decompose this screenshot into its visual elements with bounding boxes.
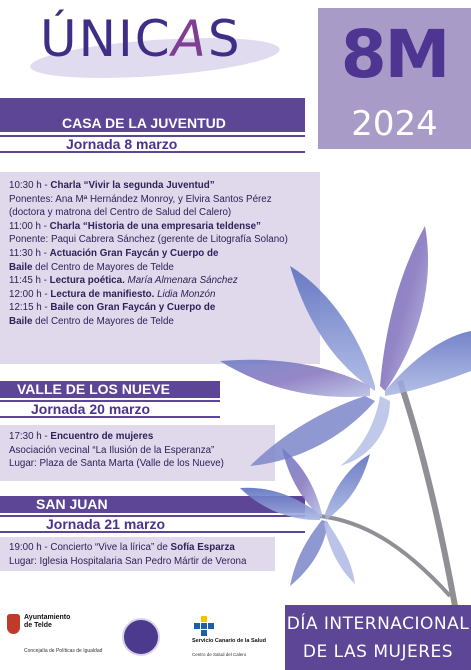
telde-council-logo	[4, 610, 116, 666]
date-badge	[318, 8, 471, 149]
program-text: Actuación Gran Faycán y Cuerpo de	[49, 247, 219, 259]
program-text: del Centro de Mayores de Telde	[32, 261, 174, 273]
section-divider	[0, 98, 305, 115]
flower-petal	[324, 520, 355, 584]
program-text: Asociación vecinal “La Ilusión de la Esperanza”	[9, 444, 215, 456]
program-text: Baile	[9, 261, 33, 273]
international-day-banner	[285, 605, 471, 670]
event-logo	[0, 0, 320, 90]
flower-illustration	[210, 196, 471, 606]
logo-text-main: ÚNIC	[40, 10, 172, 68]
council-department: Concejalía de Políticas de Igualdad	[24, 648, 103, 654]
program-text: 11:45 h -	[9, 275, 50, 287]
council-name: Ayuntamiento de Telde	[24, 614, 71, 629]
program-text: 19:00 h - Concierto “Vive la lírica” de	[9, 542, 171, 553]
date-heading: Jornada 20 marzo	[0, 400, 220, 418]
program-line	[9, 179, 320, 193]
program-text: Baile	[9, 315, 33, 327]
program-text: Lectura poética.	[49, 275, 125, 287]
program-text: Charla “Historia de una empresaria teldense”	[49, 220, 261, 232]
program-text: 11:00 h -	[9, 220, 50, 232]
badge-year-text: 2024	[351, 104, 438, 144]
health-cross-icon	[194, 616, 214, 636]
program-text: Charla “Vivir la segunda Juventud”	[50, 180, 215, 191]
coat-of-arms-icon	[7, 614, 20, 634]
program-text: Sofía Esparza	[170, 542, 235, 553]
badge-8m-text: 8M	[340, 16, 449, 93]
logo-title	[40, 10, 242, 68]
health-service-name: Servicio Canario de la Salud	[192, 638, 266, 644]
venue-heading: VALLE DE LOS NUEVE	[0, 381, 220, 398]
date-heading: Jornada 8 marzo	[0, 135, 305, 153]
program-text: Ponentes: Ana Mª Hernández Monroy, y Elvira Santos Pérez	[9, 193, 272, 205]
program-text: Encuentro de mujeres	[50, 431, 154, 442]
logo-text-accent: A	[171, 10, 208, 68]
program-text: 10:30 h -	[9, 180, 51, 191]
program-text: (doctora y matrona del Centro de Salud del Calero)	[9, 207, 232, 219]
program-text: Lectura de manifiesto.	[50, 288, 155, 300]
program-text: 12:00 h -	[9, 288, 51, 300]
date-heading: Jornada 21 marzo	[0, 515, 305, 533]
program-text: 11:30 h -	[9, 247, 50, 259]
program-text: 12:15 h -	[9, 302, 51, 314]
banner-line-1: DÍA INTERNACIONAL	[286, 614, 470, 634]
footer	[0, 602, 471, 670]
program-text: del Centro de Mayores de Telde	[32, 315, 174, 327]
emblem-logo-icon	[122, 618, 160, 656]
program-text: Lugar: Iglesia Hospitalaria San Pedro Mártir de Verona	[9, 555, 247, 567]
program-text: Lugar: Plaza de Santa Marta (Valle de los Nueve)	[9, 458, 224, 470]
health-service-logo	[192, 616, 292, 656]
banner-line-2: DE LAS MUJERES	[302, 642, 454, 662]
program-text: 17:30 h -	[9, 431, 51, 442]
flower-petal	[325, 454, 370, 520]
venue-heading: CASA DE LA JUVENTUD	[0, 115, 305, 132]
health-center-name: Centro de Salud del Calero	[192, 652, 247, 657]
program-text: Lidia Monzón	[154, 288, 216, 300]
program-text: Baile con Gran Faycán y Cuerpo de	[50, 302, 216, 314]
program-text: María Almenara Sánchez	[124, 275, 238, 287]
logo-text-end: S	[207, 10, 242, 68]
flower-petal	[290, 520, 328, 586]
venue-heading: SAN JUAN	[0, 496, 305, 513]
program-text: Ponente: Paqui Cabrera Sánchez (gerente de Litografía Solano)	[9, 234, 288, 246]
